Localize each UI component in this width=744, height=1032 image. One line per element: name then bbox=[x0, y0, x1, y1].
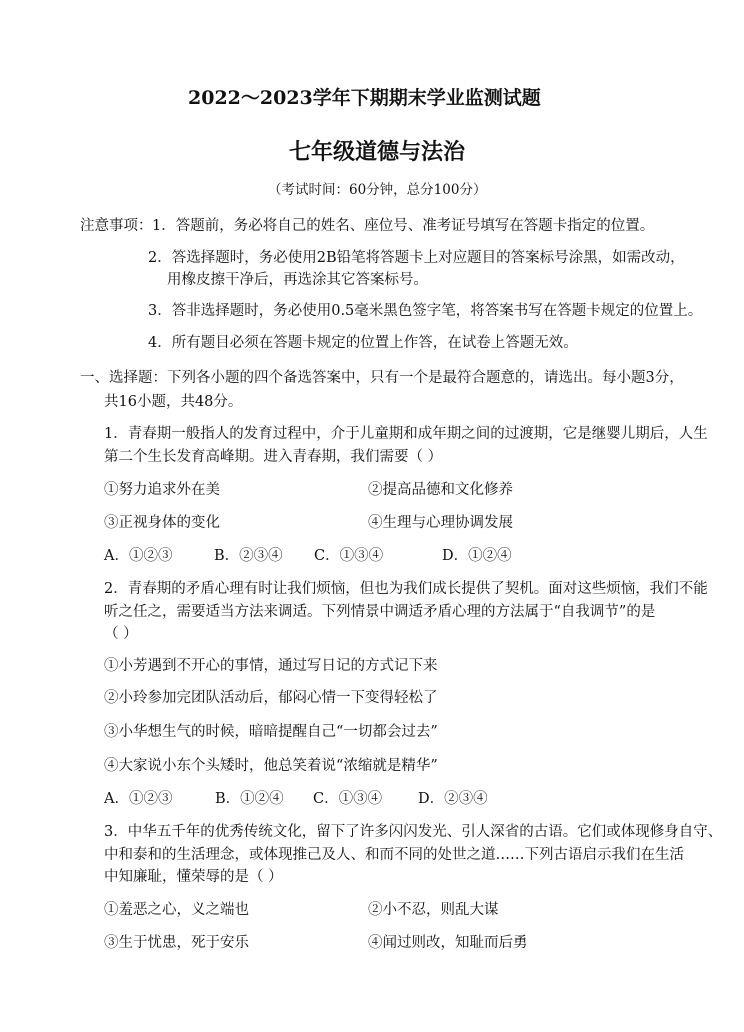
question-1-item-3: ③正视身体的变化 bbox=[104, 515, 220, 531]
question-2-item-2: ②小玲参加完团队活动后，郁闷心情一下变得轻松了 bbox=[104, 690, 438, 706]
question-2-stem-cont: 听之任之，需要适当方法来调适。下列情景中调适矛盾心理的方法属于“自我调节”的是 bbox=[104, 604, 656, 620]
section-heading: 一、选择题：下列各小题的四个备选答案中，只有一个是最符合题意的，请选出。每小题3分， bbox=[80, 370, 684, 386]
notes-item-2: 2．答选择题时，务必使用2B铅笔将答题卡上对应题目的答案标号涂黑，如需改动， bbox=[148, 250, 685, 266]
notes-item-2-cont: 用橡皮擦干净后，再选涂其它答案标号。 bbox=[167, 272, 428, 288]
notes-item-4: 4．所有题目必须在答题卡规定的位置上作答，在试卷上答题无效。 bbox=[148, 335, 578, 351]
question-1-stem-cont: 第二个生长发育高峰期。进入青春期，我们需要（ ） bbox=[104, 449, 443, 465]
question-3-stem-paren: 中知廉耻，懂荣辱的是（ ） bbox=[104, 869, 283, 885]
question-2-item-4: ④大家说小东个头矮时，他总笑着说“浓缩就是精华” bbox=[104, 758, 438, 774]
question-3-item-1: ①羞恶之心，义之端也 bbox=[104, 902, 249, 918]
question-1-option-c: C．①③④ bbox=[314, 548, 384, 564]
question-2-option-a: A．①②③ bbox=[104, 791, 173, 807]
question-2-option-c: C．①③④ bbox=[313, 791, 383, 807]
question-1-option-d: D．①②④ bbox=[442, 548, 512, 564]
question-1-stem: 1．青春期一般指人的发育过程中，介于儿童期和成年期之间的过渡期，它是继婴儿期后，人生 bbox=[104, 426, 708, 442]
notes-item-3: 3．答非选择题时，务必使用0.5毫米黑色签字笔，将答案书写在答题卡规定的位置上。 bbox=[148, 303, 703, 319]
exam-subject: 七年级道德与法治 bbox=[289, 139, 466, 165]
notes-item-1: 1．答题前，务必将自己的姓名、座位号、准考证号填写在答题卡指定的位置。 bbox=[152, 218, 655, 234]
question-1-item-2: ②提高品德和文化修养 bbox=[368, 482, 513, 498]
notes-label: 注意事项： bbox=[80, 218, 153, 234]
question-1-item-4: ④生理与心理协调发展 bbox=[368, 515, 513, 531]
question-2-stem-paren: （ ） bbox=[104, 626, 138, 642]
question-1-item-1: ①努力追求外在美 bbox=[104, 482, 220, 498]
question-1-option-a: A．①②③ bbox=[104, 548, 173, 564]
question-2-stem: 2．青春期的矛盾心理有时让我们烦恼，但也为我们成长提供了契机。面对这些烦恼，我们不能 bbox=[104, 581, 708, 597]
question-3-item-2: ②小不忍，则乱大谋 bbox=[368, 902, 499, 918]
exam-time-info: （考试时间：60分钟，总分100分） bbox=[268, 182, 487, 198]
section-heading-cont: 共16小题，共48分。 bbox=[104, 394, 243, 410]
question-3-item-4: ④闻过则改，知耻而后勇 bbox=[368, 935, 528, 951]
question-2-option-b: B．①②④ bbox=[215, 791, 284, 807]
question-2-item-1: ①小芳遇到不开心的事情，通过写日记的方式记下来 bbox=[104, 658, 438, 674]
question-2-option-d: D．②③④ bbox=[418, 791, 488, 807]
question-2-item-3: ③小华想生气的时候，暗暗提醒自己“一切都会过去” bbox=[104, 724, 438, 740]
question-3-stem-cont: 中和泰和的生活理念，或体现推己及人、和而不同的处世之道……下列古语启示我们在生活 bbox=[104, 847, 684, 863]
exam-title: 2022～2023学年下期期末学业监测试题 bbox=[188, 87, 541, 109]
question-1-option-b: B．②③④ bbox=[214, 548, 283, 564]
question-3-stem: 3．中华五千年的优秀传统文化，留下了许多闪闪发光、引人深省的古语。它们或体现修身自守、 bbox=[104, 824, 723, 840]
question-3-item-3: ③生于忧患，死于安乐 bbox=[104, 935, 249, 951]
